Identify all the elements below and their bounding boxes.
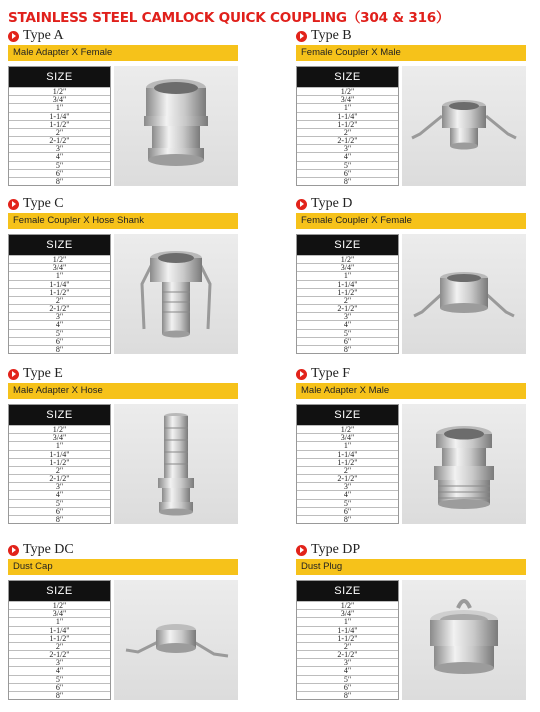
size-header: SIZE <box>297 235 398 255</box>
size-cell: 1/2" <box>9 425 110 433</box>
size-cell: 8" <box>9 515 110 523</box>
play-bullet-icon <box>8 545 19 556</box>
size-cell: 2-1/2" <box>9 136 110 144</box>
size-cell: 3/4" <box>9 95 110 103</box>
type-heading <box>296 28 526 44</box>
size-cell: 5" <box>297 675 398 683</box>
description-bar: Female Coupler X Female <box>296 213 526 229</box>
size-cell: 1/2" <box>9 601 110 609</box>
size-cell: 8" <box>9 177 110 185</box>
size-cell: 1/2" <box>297 87 398 95</box>
size-cell: 5" <box>9 675 110 683</box>
size-cell: 1-1/4" <box>9 280 110 288</box>
size-cell: 8" <box>297 691 398 699</box>
size-cell: 5" <box>297 161 398 169</box>
description-bar: Male Adapter X Hose <box>8 383 238 399</box>
product-photo <box>114 580 238 700</box>
size-cell: 1-1/2" <box>297 120 398 128</box>
size-cell: 3/4" <box>297 609 398 617</box>
size-header: SIZE <box>297 581 398 601</box>
size-cell: 2" <box>9 296 110 304</box>
size-cell: 2" <box>297 128 398 136</box>
block-type-e <box>8 366 238 524</box>
block-type-f <box>296 366 526 524</box>
size-cell: 6" <box>9 337 110 345</box>
size-cell: 1-1/4" <box>9 450 110 458</box>
size-table <box>8 234 111 354</box>
size-cell: 3" <box>297 482 398 490</box>
size-table <box>296 234 399 354</box>
product-photo <box>402 404 526 524</box>
size-cell: 4" <box>297 666 398 674</box>
size-cell: 4" <box>9 490 110 498</box>
product-photo <box>114 404 238 524</box>
size-cell: 1" <box>297 103 398 111</box>
size-cell: 3/4" <box>9 263 110 271</box>
description-bar: Female Coupler X Hose Shank <box>8 213 238 229</box>
size-cell: 5" <box>9 499 110 507</box>
size-cell: 8" <box>9 345 110 353</box>
size-table <box>296 580 399 700</box>
size-cell: 4" <box>297 490 398 498</box>
size-cell: 1-1/4" <box>297 450 398 458</box>
size-cell: 3" <box>9 144 110 152</box>
block-type-a <box>8 28 238 186</box>
size-cell: 1/2" <box>297 601 398 609</box>
size-cell: 2-1/2" <box>9 304 110 312</box>
block-type-dc <box>8 542 238 700</box>
size-cell: 5" <box>297 329 398 337</box>
size-cell: 2" <box>297 466 398 474</box>
type-heading <box>8 542 238 558</box>
size-cell: 2-1/2" <box>9 650 110 658</box>
size-header: SIZE <box>9 405 110 425</box>
size-cell: 2" <box>9 128 110 136</box>
size-cell: 2-1/2" <box>9 474 110 482</box>
size-cell: 1-1/4" <box>297 112 398 120</box>
product-photo <box>402 66 526 186</box>
size-cell: 3" <box>9 658 110 666</box>
type-label: Type DC <box>23 542 74 557</box>
size-table <box>8 404 111 524</box>
size-cell: 1/2" <box>297 425 398 433</box>
block-type-b <box>296 28 526 186</box>
size-cell: 6" <box>9 507 110 515</box>
size-cell: 1" <box>9 617 110 625</box>
product-photo <box>114 66 238 186</box>
play-bullet-icon <box>296 369 307 380</box>
size-cell: 1-1/2" <box>297 458 398 466</box>
description-bar: Male Adapter X Female <box>8 45 238 61</box>
product-photo <box>402 234 526 354</box>
size-cell: 3" <box>9 312 110 320</box>
block-type-d <box>296 196 526 354</box>
size-cell: 2" <box>9 466 110 474</box>
size-cell: 1" <box>9 271 110 279</box>
size-cell: 6" <box>297 337 398 345</box>
size-cell: 1" <box>297 441 398 449</box>
description-bar: Female Coupler X Male <box>296 45 526 61</box>
play-bullet-icon <box>296 31 307 42</box>
size-cell: 1" <box>9 103 110 111</box>
size-cell: 1-1/2" <box>9 120 110 128</box>
size-cell: 2" <box>297 642 398 650</box>
play-bullet-icon <box>296 199 307 210</box>
size-cell: 6" <box>297 507 398 515</box>
size-cell: 5" <box>9 329 110 337</box>
size-cell: 8" <box>9 691 110 699</box>
size-cell: 6" <box>297 169 398 177</box>
size-cell: 3" <box>9 482 110 490</box>
size-cell: 8" <box>297 345 398 353</box>
size-cell: 1-1/2" <box>9 458 110 466</box>
size-table <box>296 404 399 524</box>
type-heading <box>296 196 526 212</box>
type-label: Type C <box>23 196 64 211</box>
size-cell: 1-1/4" <box>297 626 398 634</box>
size-cell: 1" <box>297 271 398 279</box>
size-cell: 3/4" <box>297 433 398 441</box>
type-heading <box>8 366 238 382</box>
size-cell: 4" <box>297 152 398 160</box>
size-cell: 6" <box>9 169 110 177</box>
size-cell: 2-1/2" <box>297 136 398 144</box>
size-cell: 1" <box>297 617 398 625</box>
size-table <box>296 66 399 186</box>
size-cell: 1/2" <box>9 87 110 95</box>
size-cell: 1-1/4" <box>297 280 398 288</box>
type-label: Type DP <box>311 542 361 557</box>
product-photo <box>114 234 238 354</box>
size-cell: 4" <box>9 152 110 160</box>
type-label: Type B <box>311 28 352 43</box>
size-cell: 4" <box>297 320 398 328</box>
size-cell: 2-1/2" <box>297 650 398 658</box>
size-cell: 1-1/2" <box>297 634 398 642</box>
description-bar: Male Adapter X Male <box>296 383 526 399</box>
block-type-dp <box>296 542 526 700</box>
play-bullet-icon <box>296 545 307 556</box>
size-cell: 1-1/2" <box>9 634 110 642</box>
size-cell: 1/2" <box>9 255 110 263</box>
size-cell: 1/2" <box>297 255 398 263</box>
type-heading <box>8 28 238 44</box>
size-header: SIZE <box>297 405 398 425</box>
size-cell: 2" <box>297 296 398 304</box>
size-header: SIZE <box>9 67 110 87</box>
play-bullet-icon <box>8 369 19 380</box>
size-cell: 3" <box>297 144 398 152</box>
size-cell: 3/4" <box>297 263 398 271</box>
type-label: Type D <box>311 196 353 211</box>
size-cell: 3/4" <box>9 433 110 441</box>
type-label: Type A <box>23 28 64 43</box>
size-cell: 6" <box>9 683 110 691</box>
size-cell: 3/4" <box>9 609 110 617</box>
size-cell: 2-1/2" <box>297 304 398 312</box>
block-type-c <box>8 196 238 354</box>
product-photo <box>402 580 526 700</box>
size-cell: 8" <box>297 177 398 185</box>
size-cell: 1" <box>9 441 110 449</box>
size-cell: 4" <box>9 320 110 328</box>
size-cell: 3" <box>297 312 398 320</box>
size-cell: 3" <box>297 658 398 666</box>
size-cell: 1-1/4" <box>9 112 110 120</box>
size-cell: 3/4" <box>297 95 398 103</box>
type-label: Type F <box>311 366 351 381</box>
size-header: SIZE <box>9 235 110 255</box>
description-bar: Dust Cap <box>8 559 238 575</box>
type-heading <box>296 366 526 382</box>
size-cell: 2" <box>9 642 110 650</box>
size-header: SIZE <box>9 581 110 601</box>
size-cell: 5" <box>9 161 110 169</box>
page-title: STAINLESS STEEL CAMLOCK QUICK COUPLING（304 & 316） <box>8 10 450 26</box>
size-table <box>8 580 111 700</box>
size-cell: 8" <box>297 515 398 523</box>
size-cell: 4" <box>9 666 110 674</box>
size-header: SIZE <box>297 67 398 87</box>
play-bullet-icon <box>8 31 19 42</box>
size-cell: 1-1/2" <box>9 288 110 296</box>
size-cell: 2-1/2" <box>297 474 398 482</box>
size-cell: 5" <box>297 499 398 507</box>
description-bar: Dust Plug <box>296 559 526 575</box>
play-bullet-icon <box>8 199 19 210</box>
size-cell: 6" <box>297 683 398 691</box>
size-cell: 1-1/2" <box>297 288 398 296</box>
size-table <box>8 66 111 186</box>
type-label: Type E <box>23 366 63 381</box>
size-cell: 1-1/4" <box>9 626 110 634</box>
type-heading <box>8 196 238 212</box>
type-heading <box>296 542 526 558</box>
